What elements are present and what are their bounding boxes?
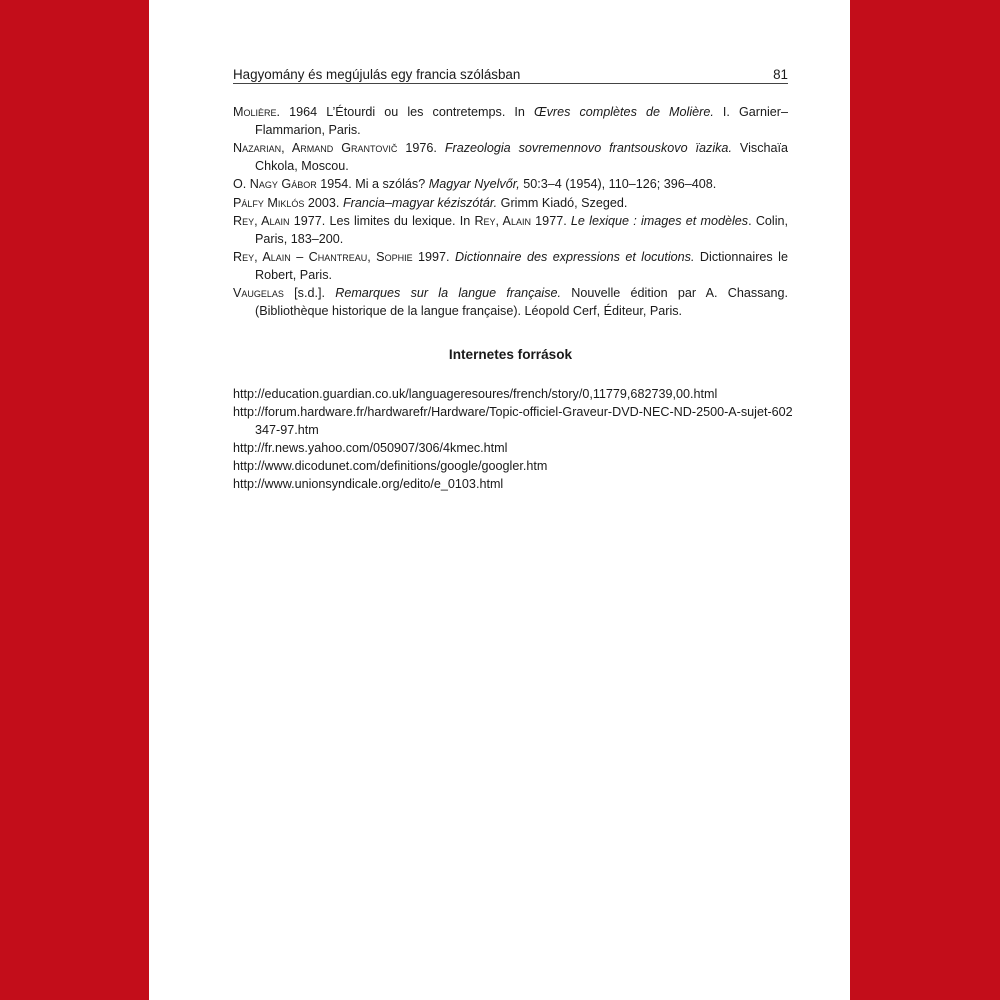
source-url[interactable]: http://www.unionsyndicale.org/edito/e_0103.html <box>233 477 504 491</box>
running-head <box>233 66 788 84</box>
bibliography-entry: O. Nagy Gábor 1954. Mi a szólás? Magyar Nyelvőr, 50:3–4 (1954), 110–126; 396–408. <box>233 177 717 191</box>
internet-sources-list <box>233 385 793 493</box>
bibliography-entry: Nazarian, Armand Grantovič 1976. Frazeologia sovremennovo frantsouskovo ïazika. Vischaïa Chkola, Moscou. <box>233 141 788 173</box>
bibliography-list <box>233 104 788 321</box>
bibliography-entry: Vaugelas [s.d.]. Remarques sur la langue française. Nouvelle édition par A. Chassang. (Bibliothèque historique de la langue française). Léopold Cerf, Éditeur, Paris. <box>233 286 788 318</box>
bibliography-entry: Rey, Alain – Chantreau, Sophie 1997. Dictionnaire des expressions et locutions. Dictionnaires le Robert, Paris. <box>233 250 788 282</box>
bibliography-entry: Molière. 1964 L’Étourdi ou les contretemps. In Œvres complètes de Molière. I. Garnier–Flammarion, Paris. <box>233 105 788 137</box>
book-page <box>149 0 850 1000</box>
running-head-title: Hagyomány és megújulás egy francia szólásban <box>233 67 521 82</box>
source-url[interactable]: http://www.dicodunet.com/definitions/google/googler.htm <box>233 459 548 473</box>
page-number: 81 <box>773 67 788 82</box>
bibliography-entry: Rey, Alain 1977. Les limites du lexique. In Rey, Alain 1977. Le lexique : images et modèles. Colin, Paris, 183–200. <box>233 214 789 246</box>
source-url[interactable]: http://education.guardian.co.uk/languageresoures/french/story/0,11779,682739,00.html <box>233 387 718 401</box>
source-url[interactable]: http://forum.hardware.fr/hardwarefr/Hardware/Topic-officiel-Graveur-DVD-NEC-ND-2500-A-sujet-602347-97.htm <box>233 405 793 437</box>
bibliography-entry: Pálfy Miklós 2003. Francia–magyar kéziszótár. Grimm Kiadó, Szeged. <box>233 195 628 210</box>
source-url[interactable]: http://fr.news.yahoo.com/050907/306/4kmec.html <box>233 441 508 455</box>
internet-sources-heading: Internetes források <box>448 347 573 362</box>
